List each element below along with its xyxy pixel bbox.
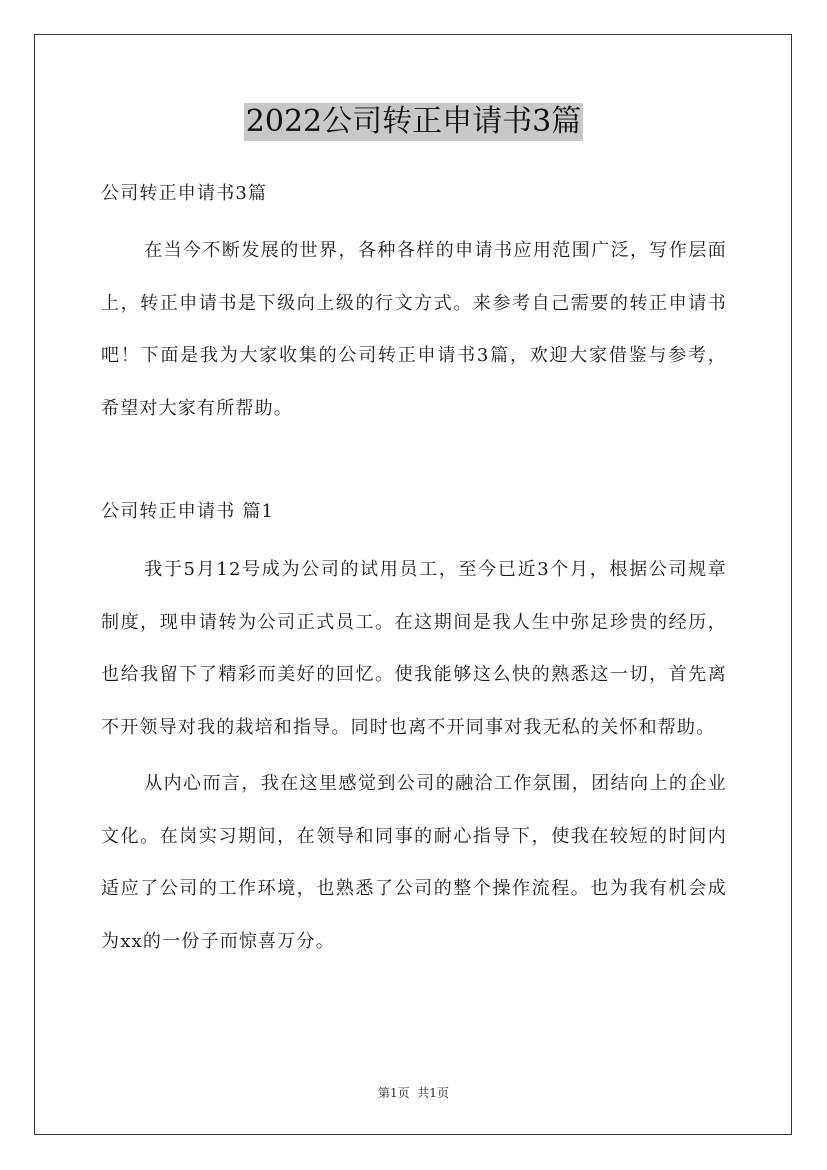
page-number-footer: 第1页 共1页 — [378, 1086, 449, 1100]
document-body — [101, 176, 727, 968]
section1-paragraph-2: 从内心而言，我在这里感觉到公司的融洽工作氛围，团结向上的企业文化。在岗实习期间，在领导和同事的耐心指导下，使我在较短的时间内适应了公司的工作环境，也熟悉了公司的整个操作流程。也为我有机会成为xx的一份子而惊喜万分。 — [101, 773, 727, 952]
title-container — [0, 103, 827, 141]
document-title: 2022公司转正申请书3篇 — [245, 104, 582, 139]
intro-paragraph: 在当今不断发展的世界，各种各样的申请书应用范围广泛，写作层面上，转正申请书是下级向上级的行文方式。来参考自己需要的转正申请书吧！下面是我为大家收集的公司转正申请书3篇，欢迎大家借鉴与参考，希望对大家有所帮助。 — [101, 240, 727, 419]
document-subtitle: 公司转正申请书3篇 — [101, 183, 268, 204]
section1-paragraph-1: 我于5月12号成为公司的试用员工，至今已近3个月，根据公司规章制度，现申请转为公司正式员工。在这期间是我人生中弥足珍贵的经历，也给我留下了精彩而美好的回忆。使我能够这么快的熟悉这一切，首先离不开领导对我的栽培和指导。同时也离不开同事对我无私的关怀和帮助。 — [101, 559, 727, 738]
section-heading-1: 公司转正申请书 篇1 — [101, 501, 275, 522]
